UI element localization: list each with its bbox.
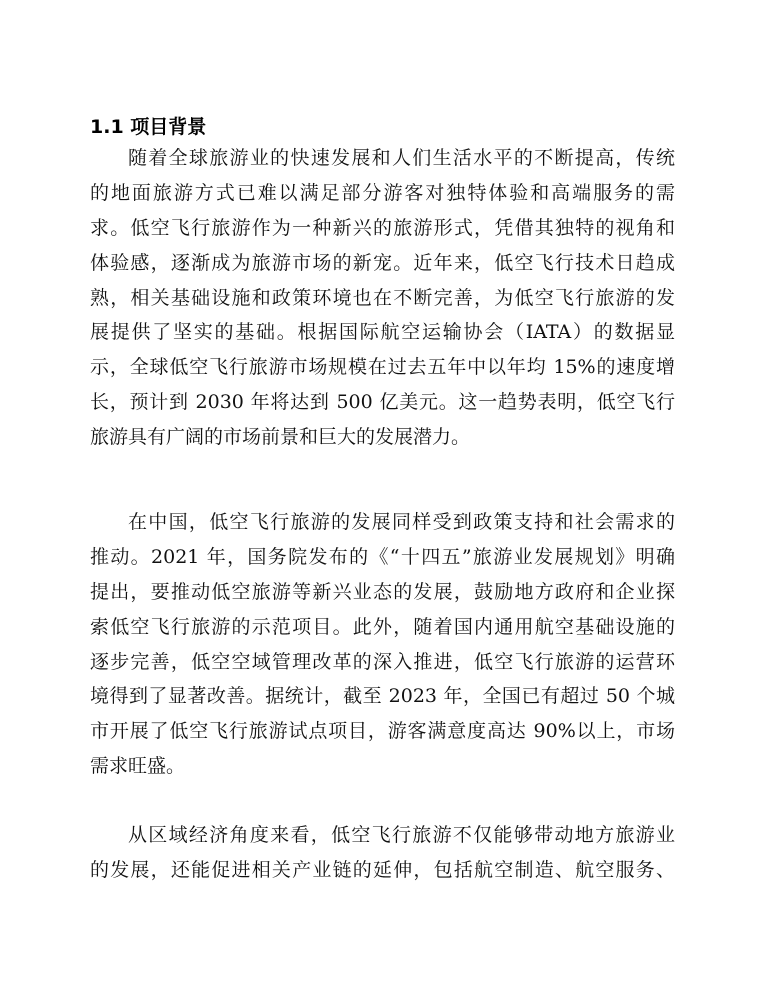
paragraph-line: 示，全球低空飞行旅游市场规模在过去五年中以年均 15%的速度增 <box>90 356 675 379</box>
paragraph-line: 境得到了显著改善。据统计，截至 2023 年，全国已有超过 50 个城 <box>90 685 675 708</box>
paragraph-line: 展提供了坚实的基础。根据国际航空运输协会（IATA）的数据显 <box>90 321 675 344</box>
paragraph-line: 在中国，低空飞行旅游的发展同样受到政策支持和社会需求的 <box>128 511 675 533</box>
paragraph-line: 旅游具有广阔的市场前景和巨大的发展潜力。 <box>90 426 471 449</box>
paragraph-line: 逐步完善，低空空域管理改革的深入推进，低空飞行旅游的运营环 <box>90 650 675 673</box>
paragraph-line: 提出，要推动低空旅游等新兴业态的发展，鼓励地方政府和企业探 <box>90 580 675 603</box>
paragraph-line: 体验感，逐渐成为旅游市场的新宠。近年来，低空飞行技术日趋成 <box>90 251 675 274</box>
paragraph-line: 熟，相关基础设施和政策环境也在不断完善，为低空飞行旅游的发 <box>90 286 675 309</box>
paragraph-line: 市开展了低空飞行旅游试点项目，游客满意度高达 90%以上，市场 <box>90 720 675 743</box>
paragraph-line: 从区域经济角度来看，低空飞行旅游不仅能够带动地方旅游业 <box>128 824 675 846</box>
paragraph-line: 的地面旅游方式已难以满足部分游客对独特体验和高端服务的需 <box>90 181 675 204</box>
paragraph-line: 长，预计到 2030 年将达到 500 亿美元。这一趋势表明，低空飞行 <box>90 391 675 414</box>
paragraph-line: 的发展，还能促进相关产业链的延伸，包括航空制造、航空服务、 <box>90 858 675 881</box>
section-heading: 1.1 项目背景 <box>90 116 207 138</box>
paragraph-line: 随着全球旅游业的快速发展和人们生活水平的不断提高，传统 <box>128 147 675 169</box>
paragraph-line: 索低空飞行旅游的示范项目。此外，随着国内通用航空基础设施的 <box>90 615 675 638</box>
paragraph-2 <box>90 505 675 784</box>
paragraph-3 <box>90 818 675 888</box>
paragraph-1 <box>90 141 675 455</box>
paragraph-line: 求。低空飞行旅游作为一种新兴的旅游形式，凭借其独特的视角和 <box>90 216 675 239</box>
paragraph-line: 需求旺盛。 <box>90 755 186 778</box>
paragraph-line: 推动。2021 年，国务院发布的《“十四五”旅游业发展规划》明确 <box>90 545 675 568</box>
